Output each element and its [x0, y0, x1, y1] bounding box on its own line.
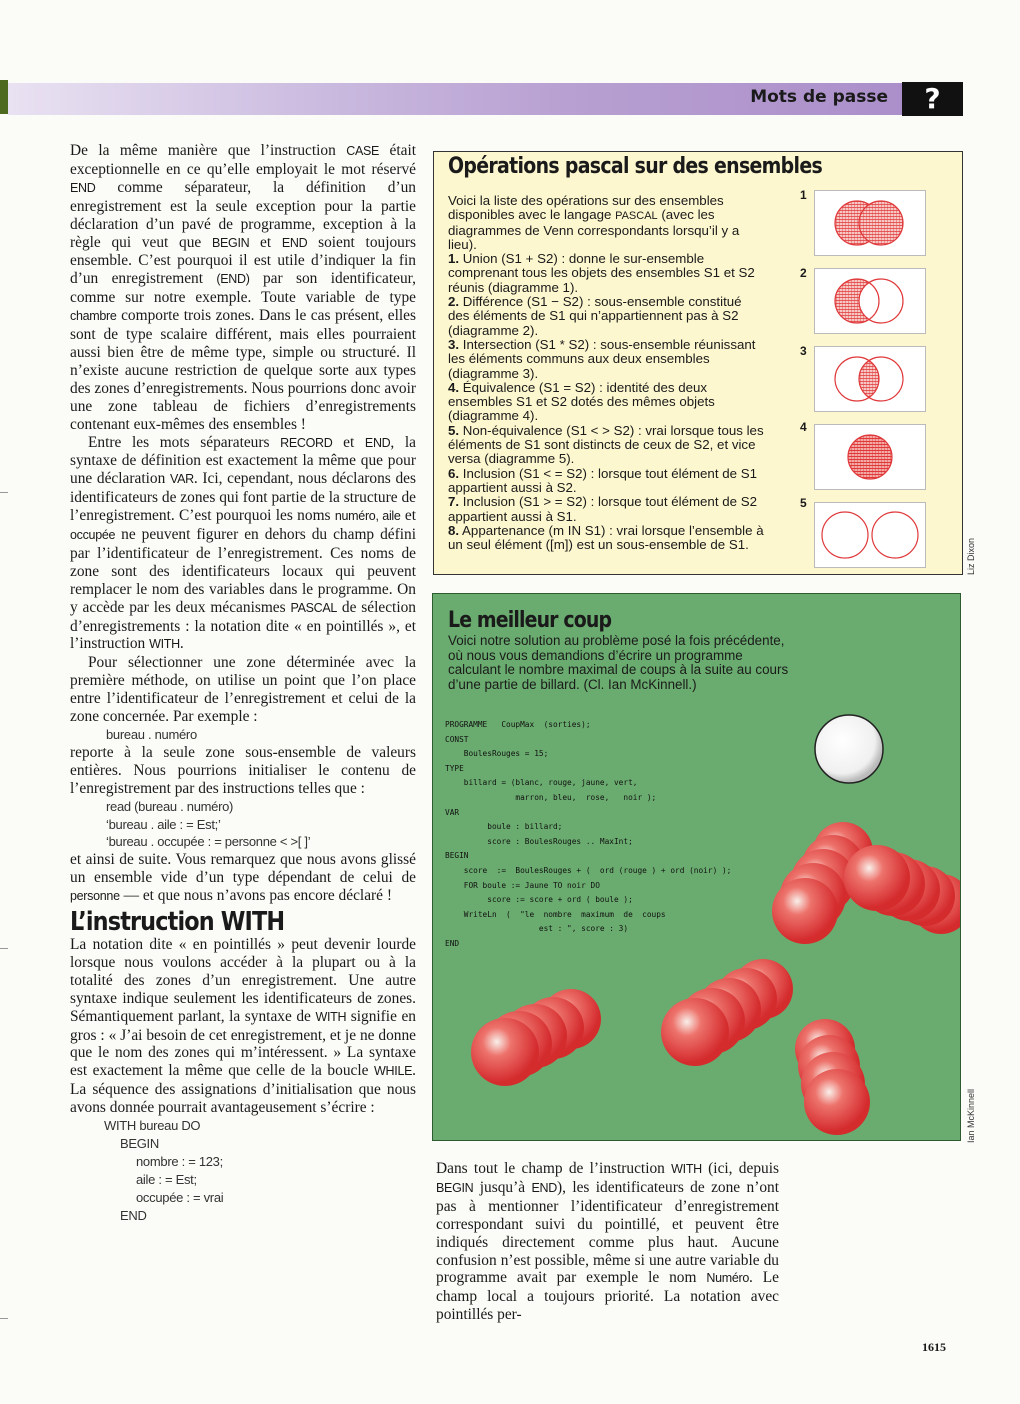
operations-box [433, 151, 963, 575]
header-left-accent [0, 80, 8, 114]
program-line: score := BoulesRouges + ( ord (rouge ) + ord (noir) ); [445, 865, 732, 875]
operation-item: 4. Équivalence (S1 = S2) : identité des deux ensembles S1 et S2 dotés des mêmes objets (diagramme 4). [448, 379, 715, 424]
paragraph: Pour sélectionner une zone déterminée avec la première méthode, on utilise un point que l’on place entre l’identificateur de l’enregistrement et celui de la zone concernée. Par exemple : [70, 654, 416, 726]
best-shot-title: Le meilleur coup [448, 608, 612, 633]
left-column [70, 142, 416, 1224]
operation-item: 1. Union (S1 + S2) : donne le sur-ensemble comprenant tous les objets des ensembles S1 et S2 réunis (diagramme 1). [448, 251, 755, 295]
code-line: occupée : = vrai [136, 1189, 224, 1205]
operation-item: 2. Différence (S1 − S2) : sous-ensemble constitué des éléments de S1 qui n’appartiennent pas à S2 (diagramme 2). [448, 294, 742, 338]
photo-credit: Ian McKinnell [966, 1088, 976, 1143]
program-line: billard = (blanc, rouge, jaune, vert, [445, 778, 638, 788]
code-line: read (bureau . numéro) [106, 798, 234, 814]
photo-credit: Liz Dixon [966, 537, 976, 575]
code-line: ‘bureau . occupée : = personne < >[ ]’ [106, 834, 311, 850]
billiard-balls-illustration [433, 594, 961, 1141]
code-line: nombre : = 123; [136, 1153, 223, 1169]
diagram-number: 4 [800, 420, 807, 434]
code-line: ‘bureau . aile : = Est;’ [106, 816, 221, 832]
program-line: marron, bleu, rose, noir ); [445, 792, 657, 802]
program-line: score := score + ord ( boule ); [445, 895, 633, 905]
paragraph: De la même manière que l’instruction CASE était exceptionnelle en ce qu’elle employait le mot réservé END comme séparateur, la définition d’un enregistrement est la seule exception pour la partie déclaration d’un pavé de programme, exception à la règle qui veut que BEGIN et END soient toujours ensemble. C’est pourquoi il est utile d’indiquer la fin d’un enregistrement (END) par son identificateur, comme sur notre exemple. Toute variable de type chambre comporte trois zones. Dans le cas présent, elles sont de type scalaire différent, mais elles pourraient aussi bien être de même type, simple ou structuré. Il n’existe aucune restriction de quelque sorte aux types des zones d’enregistrements. Nous pourrions donc avoir une zone tableau de fichiers d’enregistrements contenant eux-mêmes des ensembles ! [70, 142, 416, 433]
operations-text [448, 194, 766, 552]
program-line: WriteLn ( "le nombre maximum de coups [445, 909, 666, 919]
question-mark-icon: ? [902, 82, 963, 116]
program-line: VAR [445, 807, 460, 817]
operation-item: 5. Non-équivalence (S1 < > S2) : vrai lorsque tous les éléments de S1 sont distincts de ceux de S2, et vice versa (diagramme 5). [448, 422, 764, 467]
code-example: bureau . numéro [106, 727, 197, 742]
paragraph: La notation dite « en pointillés » peut devenir lourde lorsque nous voulons accéder à la plupart ou à la totalité des zones d’un enregistrement. Une autre syntaxe indique seulement les identificateurs de zones. Sémantiquement parlant, la syntaxe de WITH signifie en gros : « J’ai besoin de cet enregistrement, et je ne donne que le nom des zones qui m’intéressent. » La syntaxe est exactement la même que celle de la boucle WHILE. La séquence des assignations d’initialisation que nous avons donnée pourrait avantageusement s’écrire : [70, 935, 416, 1117]
diagram-number: 3 [800, 344, 807, 358]
header-title: Mots de passe [750, 87, 888, 107]
program-line: score : BoulesRouges .. MaxInt; [445, 836, 633, 846]
program-line: BEGIN [445, 851, 469, 861]
venn-diagram-intersection [814, 346, 926, 412]
venn-diagram-equivalence [814, 424, 926, 490]
best-shot-box [432, 593, 961, 1141]
right-column-text [436, 1160, 779, 1324]
code-line: END [120, 1207, 147, 1223]
paragraph: Dans tout le champ de l’instruction WITH (ici, depuis BEGIN jusqu’à END), les identificateurs de zone n’ont pas à mentionner l’identificateur d’enregistrement correspondant suivi du pointillé, et peuvent être indiqués directement comme plus haut. Aucune confusion n’est possible, même si une autre variable du programme avait par exemple le nom Numéro. Le champ local a toujours priorité. La notation avec pointillés per- [436, 1160, 779, 1324]
best-shot-intro: Voici notre solution au problème posé la fois précédente, où nous vous demandions d’écrire un programme calculant le nombre maximal de coups à la suite au cours d’une partie de billard. (Cl. Ian McKinnell.) [448, 633, 789, 692]
diagram-number: 5 [800, 496, 807, 510]
operation-item: 3. Intersection (S1 * S2) : sous-ensemble réunissant les éléments communs aux deux ensembles (diagramme 3). [448, 336, 756, 381]
page-number: 1615 [922, 1340, 946, 1354]
paragraph: et ainsi de suite. Vous remarquez que nous avons glissé un ensemble vide d’un type dépendant de celui de personne — et que nous n’avons pas encore déclaré ! [70, 851, 416, 905]
program-line: TYPE [445, 763, 464, 773]
code-line: WITH bureau DO [104, 1118, 201, 1134]
program-line: FOR boule := Jaune TO noir DO [445, 880, 600, 890]
operations-intro: Voici la liste des opérations sur des ensembles disponibles avec le langage PASCAL (avec les diagrammes de Venn correspondants lorsqu’il y a lieu). [448, 193, 740, 252]
operation-item: 6. Inclusion (S1 < = S2) : lorsque tout élément de S1 appartient aussi à S2. [448, 465, 757, 495]
program-line: PROGRAMME CoupMax (sorties); [445, 720, 591, 729]
paragraph: Entre les mots séparateurs RECORD et END, la syntaxe de définition est exactement la même que pour une déclaration VAR. Ici, cependant, nous déclarons des identificateurs de zones qui font partie de la structure de l’enregistrement. C’est pourquoi les noms numéro, aile et occupée ne peuvent figurer en dehors du champ défini par l’identificateur de l’enregistrement. Ces noms de zone sont des identificateurs locaux qui peuvent remplacer le nom des variables dans le programme. On y accède par les deux mécanismes PASCAL de sélection d’enregistrements : la notation dite « en pointillés », et l’instruction WITH. [70, 433, 416, 653]
program-line: BoulesRouges = 15; [445, 749, 549, 759]
program-line: est : ", score : 3) [445, 924, 629, 934]
venn-diagram-union [814, 190, 926, 256]
code-line: BEGIN [120, 1135, 159, 1151]
margin-rule [0, 492, 8, 493]
diagram-number: 1 [800, 188, 807, 202]
section-heading: L’instruction WITH [70, 907, 285, 938]
operation-item: 8. Appartenance (m IN S1) : vrai lorsque l’ensemble à un seul élément ([m]) est un sous-ensemble de S1. [448, 522, 764, 553]
program-line: boule : billard; [445, 822, 563, 832]
program-line: END [445, 938, 460, 948]
margin-rule [0, 948, 8, 949]
operation-item: 7. Inclusion (S1 > = S2) : lorsque tout élément de S2 appartient aussi à S1. [448, 494, 757, 524]
operations-title: Opérations pascal sur des ensembles [448, 154, 823, 179]
venn-diagram-difference [814, 268, 926, 334]
venn-diagram-non-equivalence [814, 502, 926, 568]
program-line: CONST [445, 734, 469, 744]
margin-rule [0, 1318, 8, 1319]
code-line: aile : = Est; [136, 1171, 197, 1187]
paragraph: reporte à la seule zone sous-ensemble de valeurs entières. Nous pourrions initialiser le contenu de l’enregistrement par des instructions telles que : [70, 743, 416, 797]
diagram-number: 2 [800, 266, 807, 280]
